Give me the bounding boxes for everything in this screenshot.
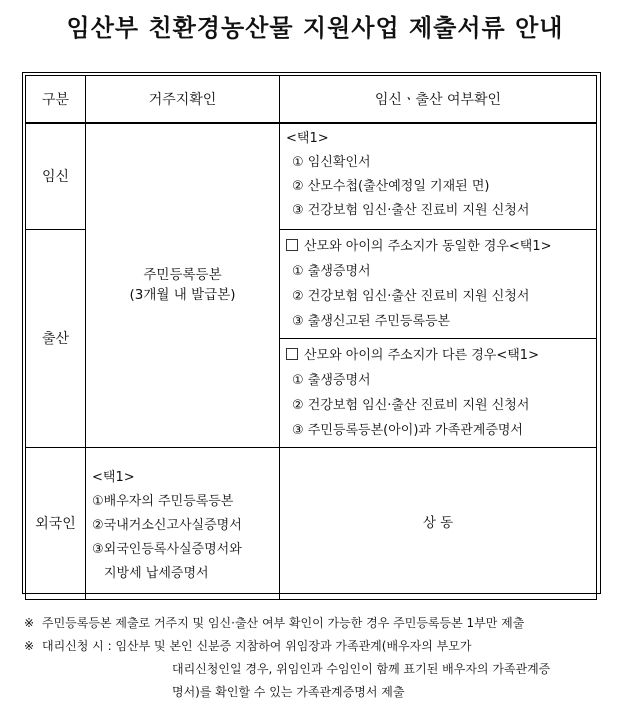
row-foreigner <box>26 447 597 599</box>
row-pregnancy <box>26 123 597 229</box>
doc-item: ③ 출생신고된 주민등록등본 <box>292 313 451 329</box>
foreigner-docs <box>86 447 280 599</box>
doc-item: ③외국인등록사실증명서와 <box>92 542 242 557</box>
doc-item: ②국내거소신고사실증명서 <box>92 518 242 533</box>
footnotes <box>24 612 614 704</box>
choose-one-label: <택1> <box>286 131 329 147</box>
doc-item: ② 건강보험 임신·출산 진료비 지원 신청서 <box>292 397 530 413</box>
footnote-1 <box>24 612 614 635</box>
header-pregnancy-birth: 임신ㆍ출산 여부확인 <box>280 76 597 124</box>
birth-different-address-docs <box>280 338 597 447</box>
case-heading: 산모와 아이의 주소지가 다른 경우<택1> <box>304 347 539 363</box>
footnote-2 <box>24 635 614 704</box>
doc-item: ① 출생증명서 <box>292 372 371 388</box>
checkbox-icon <box>286 239 298 251</box>
choose-one-label: <택1> <box>92 470 135 485</box>
note-mark: ※ <box>24 639 35 653</box>
label-birth: 출산 <box>26 229 86 447</box>
doc-item: ③ 주민등록등본(아이)과 가족관계증명서 <box>292 422 523 438</box>
residence-doc-note: (3개월 내 발급본) <box>129 287 236 304</box>
birth-same-address-docs <box>280 229 597 338</box>
residence-cell <box>86 123 280 447</box>
label-foreigner: 외국인 <box>26 447 86 599</box>
footnote-text-continued: 명서)를 확인할 수 있는 가족관계증명서 제출 <box>172 685 405 699</box>
checkbox-icon <box>286 348 298 360</box>
doc-item: ③ 건강보험 임신·출산 진료비 지원 신청서 <box>292 203 530 219</box>
footnote-text-continued: 대리신청인일 경우, 위임인과 수임인이 함께 표기된 배우자의 가족관계증 <box>172 662 551 676</box>
documents-table <box>25 75 597 600</box>
header-category: 구분 <box>26 76 86 124</box>
footnote-text: 주민등록등본 제출로 거주지 및 임신·출산 여부 확인이 가능한 경우 주민등록등본 1부만 제출 <box>42 616 525 630</box>
doc-item-continued: 지방세 납세증명서 <box>104 566 209 581</box>
foreigner-same-as-above: 상 동 <box>280 447 597 599</box>
doc-item: ② 건강보험 임신·출산 진료비 지원 신청서 <box>292 288 530 304</box>
doc-item: ① 출생증명서 <box>292 263 371 279</box>
residence-doc: 주민등록등본 <box>143 267 222 284</box>
pregnancy-docs <box>280 123 597 229</box>
note-mark: ※ <box>24 616 35 630</box>
footnote-text: 대리신청 시 : 임산부 및 본인 신분증 지참하여 위임장과 가족관계(배우자의 부모가 <box>42 639 472 653</box>
case-heading: 산모와 아이의 주소지가 동일한 경우<택1> <box>304 238 552 254</box>
doc-item: ①배우자의 주민등록등본 <box>92 494 234 509</box>
header-residence: 거주지확인 <box>86 76 280 124</box>
label-pregnancy: 임신 <box>26 123 86 229</box>
doc-item: ① 임신확인서 <box>292 155 371 171</box>
table-header-row <box>26 76 597 124</box>
doc-item: ② 산모수첩(출산예정일 기재된 면) <box>292 179 490 195</box>
page-title: 임산부 친환경농산물 지원사업 제출서류 안내 <box>66 14 564 42</box>
